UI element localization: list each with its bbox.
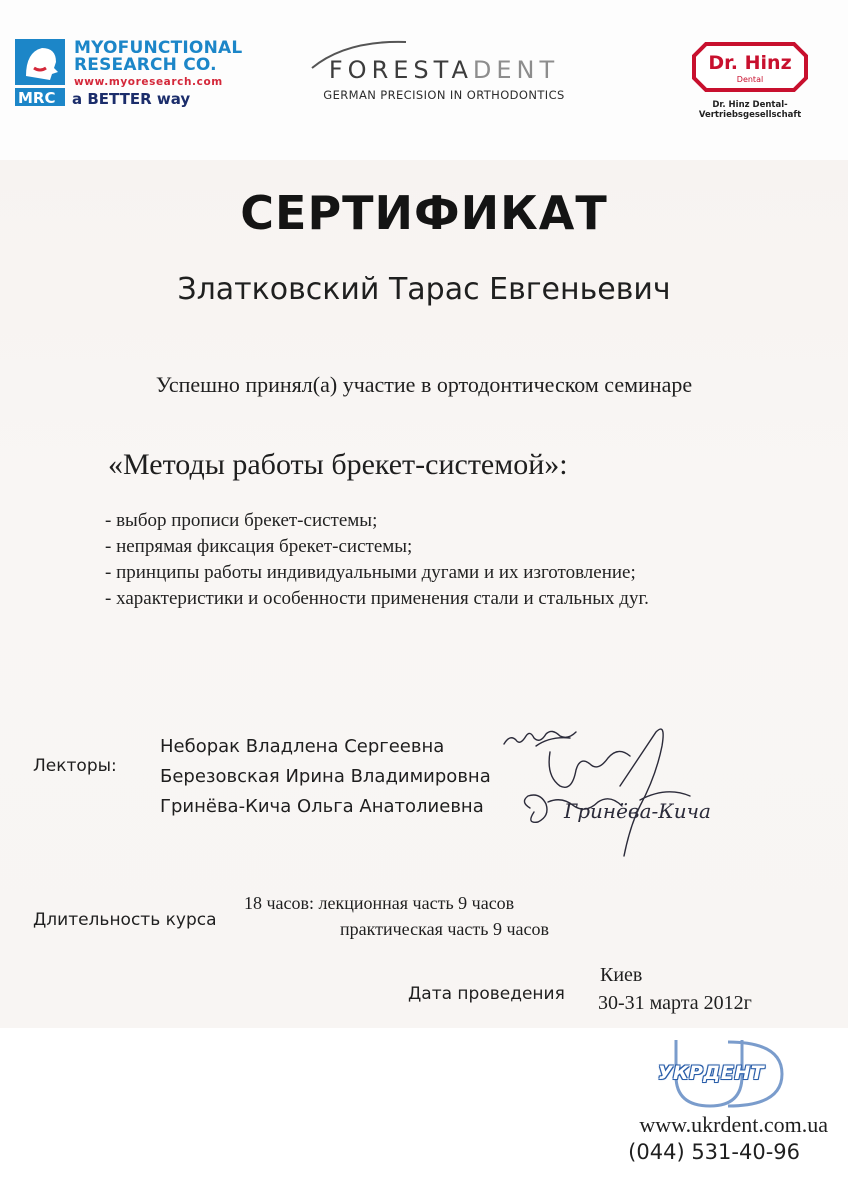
topics-list bbox=[105, 508, 649, 612]
event-date: 30-31 марта 2012г bbox=[598, 992, 752, 1014]
lecturer-signatures bbox=[490, 716, 760, 866]
topic-item: - выбор прописи брекет-системы; bbox=[105, 510, 378, 531]
mrc-url: www.myoresearch.com bbox=[74, 76, 223, 88]
lecturer-item: Неборак Владлена Сергеевна bbox=[160, 736, 445, 757]
ukrdent-logo-text: УКРДЕНТ bbox=[657, 1062, 765, 1084]
duration-lecture: 18 часов: лекционная часть 9 часов bbox=[244, 893, 515, 913]
duration-label: Длительность курса bbox=[33, 910, 217, 930]
certificate-title: СЕРТИФИКАТ bbox=[240, 186, 608, 240]
participation-statement: Успешно принял(а) участие в ортодонтическом семинаре bbox=[155, 372, 693, 397]
signature-text: Гринёва-Кича bbox=[564, 799, 711, 823]
drhinz-name: Dr. Hinz bbox=[708, 52, 792, 74]
event-city: Киев bbox=[600, 964, 643, 986]
lecturers-list bbox=[160, 732, 491, 822]
duration-practice: практическая часть 9 часов bbox=[340, 919, 549, 939]
lecturer-item: Гринёва-Кича Ольга Анатолиевна bbox=[160, 796, 484, 817]
date-label: Дата проведения bbox=[408, 984, 565, 1004]
mrc-abbr: MRC bbox=[18, 89, 56, 107]
drhinz-sub: Dental bbox=[736, 75, 764, 84]
forestadent-name-light: DENT bbox=[472, 56, 560, 84]
drhinz-logo bbox=[688, 42, 818, 128]
mrc-name-line2: RESEARCH CO. bbox=[74, 55, 217, 75]
forestadent-name bbox=[306, 56, 582, 84]
mrc-logo bbox=[14, 38, 254, 110]
phone-number: (044) 531-40-96 bbox=[628, 1140, 800, 1164]
topic-item: - принципы работы индивидуальными дугами и их изготовление; bbox=[105, 562, 636, 583]
drhinz-company: Dr. Hinz Dental-Vertriebsgesellschaft bbox=[698, 100, 802, 120]
mrc-name-line1: MYOFUNCTIONAL bbox=[74, 38, 243, 58]
seminar-title: «Методы работы брекет-системой»: bbox=[108, 448, 568, 481]
topic-item: - непрямая фиксация брекет-системы; bbox=[105, 536, 413, 557]
lecturers-label: Лекторы: bbox=[33, 756, 117, 776]
lecturer-item: Березовская Ирина Владимировна bbox=[160, 766, 491, 787]
recipient-name: Златковский Тарас Евгеньевич bbox=[177, 272, 671, 307]
mrc-tagline: a BETTER way bbox=[72, 90, 191, 108]
forestadent-name-dark: FORESTA bbox=[328, 56, 473, 84]
forestadent-tagline: GERMAN PRECISION IN ORTHODONTICS bbox=[323, 88, 565, 102]
forestadent-logo bbox=[306, 38, 582, 102]
website-url: www.ukrdent.com.ua bbox=[639, 1112, 828, 1137]
topic-item: - характеристики и особенности применения стали и стальных дуг. bbox=[105, 588, 649, 609]
